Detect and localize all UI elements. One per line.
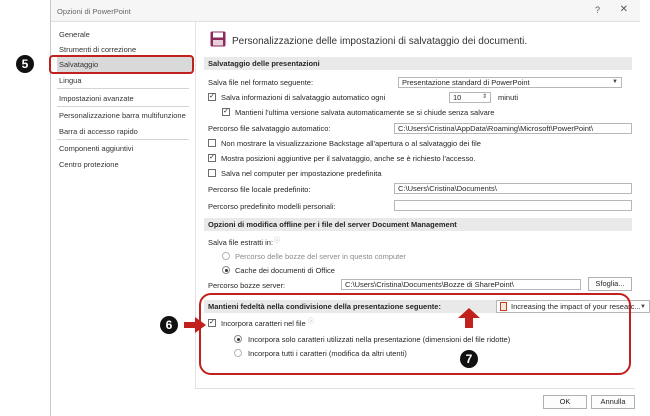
autorecover-path-value: C:\Users\Cristina\AppData\Roaming\Microsoft\PowerPoint\ [398, 124, 594, 133]
local-path-label: Percorso file locale predefinito: [208, 185, 311, 194]
save-format-value: Presentazione standard di PowerPoint [402, 78, 530, 87]
keep-last-version-label: Mantieni l'ultima versione salvata automaticamente se si chiude senza salvare [235, 108, 495, 117]
info-icon: ⓘ [308, 319, 315, 325]
section-header-offline: Opzioni di modifica offline per i file del server Document Management [204, 218, 632, 231]
nav-item-barra-accesso-rapido[interactable]: Barra di accesso rapido [59, 127, 138, 136]
nav-item-impostazioni-avanzate[interactable]: Impostazioni avanzate [59, 94, 134, 103]
show-locations-label: Mostra posizioni aggiuntive per il salvataggio, anche se è richiesto l'accesso. [221, 154, 476, 163]
section-header-save: Salvataggio delle presentazioni [204, 57, 632, 70]
browse-button[interactable]: Sfoglia... [588, 277, 632, 291]
nav-item-componenti-aggiuntivi[interactable]: Componenti aggiuntivi [59, 144, 134, 153]
save-computer-checkbox[interactable] [208, 169, 216, 177]
nav-item-generale[interactable]: Generale [59, 30, 90, 39]
save-icon [210, 31, 226, 47]
callout-marker-5: 5 [16, 55, 34, 73]
templates-path-label: Percorso predefinito modelli personali: [208, 202, 336, 211]
minutes-unit-label: minuti [498, 93, 519, 102]
backstage-label: Non mostrare la visualizzazione Backstage all'apertura o al salvataggio dei file [221, 139, 481, 148]
callout-arrow-up-icon [458, 308, 480, 328]
local-path-field[interactable] [394, 183, 632, 194]
keep-last-version-checkbox[interactable]: ✓ [223, 108, 229, 115]
section-header-fidelity: Mantieni fedeltà nella condivisione della presentazione seguente: [204, 300, 632, 313]
autosave-minutes-value: 10 [453, 93, 462, 102]
spinner-icon[interactable]: ⇕ [481, 94, 487, 100]
embed-fonts-label: Incorpora caratteri nel file [221, 319, 306, 328]
nav-item-centro-protezione[interactable]: Centro protezione [59, 160, 119, 169]
nav-item-lingua[interactable]: Lingua [59, 76, 82, 85]
nav-divider [57, 88, 189, 89]
drafts-path-label: Percorso bozze server: [208, 281, 286, 290]
save-checked-out-label: Salva file estratti in: [208, 238, 274, 247]
footer-divider [195, 388, 635, 389]
callout-marker-7: 7 [460, 350, 478, 368]
office-cache-radio[interactable] [222, 266, 230, 274]
backstage-checkbox[interactable] [208, 139, 216, 147]
autosave-checkbox[interactable]: ✓ [209, 93, 215, 100]
presentation-value: Increasing the impact of your researc... [511, 302, 641, 311]
help-icon[interactable]: ? [594, 5, 600, 15]
show-locations-checkbox[interactable]: ✓ [209, 154, 215, 161]
chevron-down-icon: ▼ [612, 79, 618, 85]
local-path-value: C:\Users\Cristina\Documents\ [398, 184, 497, 193]
close-icon[interactable]: ✕ [619, 4, 628, 15]
autosave-label: Salva informazioni di salvataggio automatico ogni [221, 93, 386, 102]
templates-path-field[interactable] [394, 200, 632, 211]
server-drafts-radio[interactable] [222, 252, 230, 260]
nav-item-salvataggio[interactable]: Salvataggio [57, 57, 192, 72]
callout-box-fidelity [199, 293, 631, 375]
nav-divider [57, 139, 189, 140]
callout-marker-6: 6 [160, 316, 178, 334]
info-icon: ⓘ [274, 238, 281, 244]
nav-item-personalizzazione-barra[interactable]: Personalizzazione barra multifunzione [59, 111, 186, 120]
panel-title: Personalizzazione delle impostazioni di salvataggio dei documenti. [232, 36, 528, 47]
window-title: Opzioni di PowerPoint [57, 7, 131, 16]
office-cache-label: Cache dei documenti di Office [235, 266, 335, 275]
chevron-down-icon: ▼ [640, 304, 646, 310]
server-drafts-label: Percorso delle bozze del server in questo computer [235, 252, 406, 261]
save-computer-label: Salva nel computer per impostazione predefinita [221, 169, 382, 178]
embed-used-chars-label: Incorpora solo caratteri utilizzati nella presentazione (dimensioni del file ridotte) [248, 335, 511, 344]
embed-fonts-checkbox[interactable]: ✓ [209, 319, 215, 326]
autosave-minutes-stepper[interactable] [449, 92, 491, 103]
nav-divider [57, 106, 189, 107]
cancel-button[interactable]: Annulla [591, 395, 635, 409]
save-format-dropdown[interactable] [398, 77, 622, 88]
autorecover-path-label: Percorso file salvataggio automatico: [208, 124, 331, 133]
title-bar [51, 0, 640, 22]
options-nav [51, 22, 193, 392]
callout-box-salvataggio [49, 55, 194, 74]
embed-all-chars-label: Incorpora tutti i caratteri (modifica da altri utenti) [248, 349, 407, 358]
nav-item-strumenti-correzione[interactable]: Strumenti di correzione [59, 45, 137, 54]
drafts-path-field[interactable] [341, 279, 581, 290]
ok-button[interactable]: OK [543, 395, 587, 409]
autorecover-path-field[interactable] [394, 123, 632, 134]
drafts-path-value: C:\Users\Cristina\Documents\Bozze di SharePoint\ [345, 280, 514, 289]
save-format-label: Salva file nel formato seguente: [208, 78, 314, 87]
